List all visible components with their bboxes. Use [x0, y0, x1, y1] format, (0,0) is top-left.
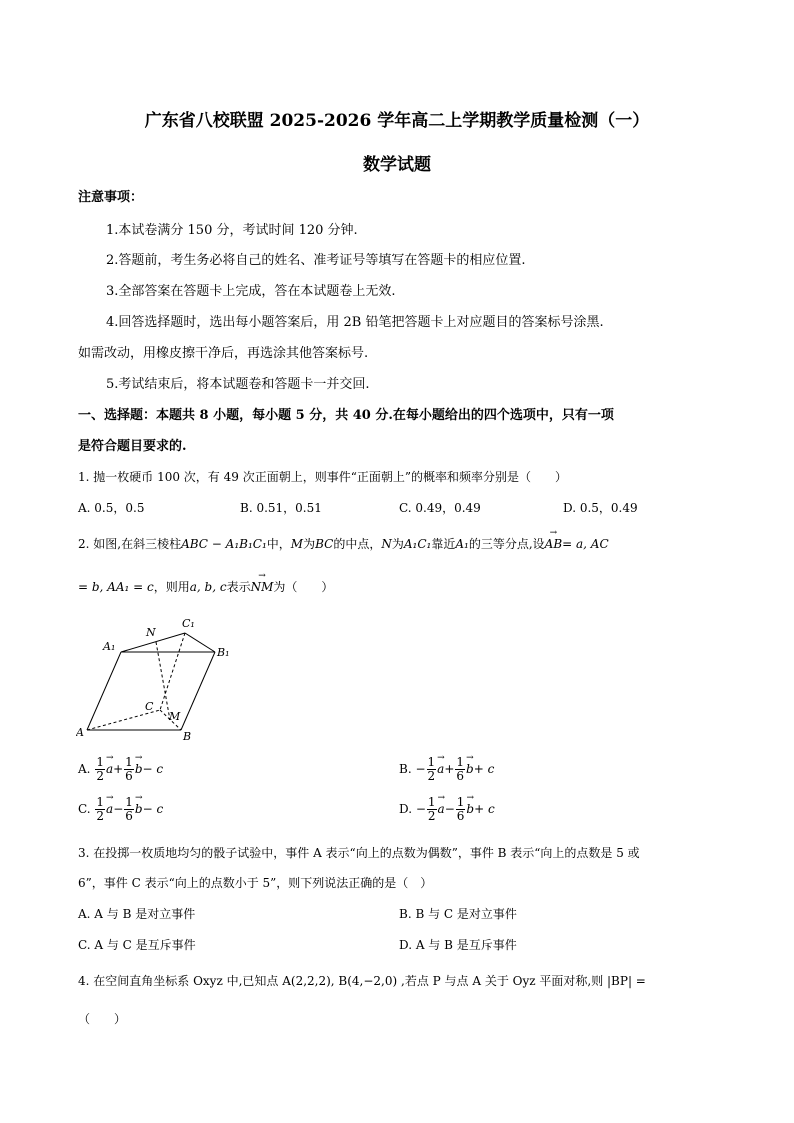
q3-option-a: A. A 与 B 是对立事件 — [78, 907, 196, 921]
section-heading: 一、选择题：本题共 8 小题，每小题 5 分，共 40 分.在每小题给出的四个选项中，只有一项 — [78, 408, 614, 423]
q2-stem-line2 — [78, 578, 333, 595]
q4-stem-line1: 4. 在空间直角坐标系 Oxyz 中,已知点 A(2,2,2), B(4,−2,0) ,若点 P 与点 A 关于 Oyz 平面对称,则 |BP| = — [78, 974, 646, 988]
denominator: 2 — [427, 769, 436, 783]
exam-subtitle: 数学试题 — [363, 155, 431, 175]
notice-item: 4.回答选择题时，选出每小题答案后，用 2B 铅笔把答题卡上对应题目的答案标号涂黑. — [106, 315, 604, 330]
notice-item: 5.考试结束后，将本试题卷和答题卡一并交回. — [106, 377, 370, 392]
q3-stem-line1: 3. 在投掷一枚质地均匀的骰子试验中，事件 A 表示“向上的点数为偶数”，事件 B 表示“向上的点数是 5 或 — [78, 846, 640, 860]
option-sign: − — [444, 802, 455, 816]
denominator: 2 — [427, 809, 436, 823]
numerator: 1 — [96, 795, 105, 809]
label-a1: A₁ — [103, 640, 116, 653]
notice-item: 2.答题前，考生务必将自己的姓名、准考证号等填写在答题卡的相应位置. — [106, 253, 526, 268]
fraction — [427, 756, 437, 783]
denominator: 2 — [96, 809, 105, 823]
q1-option-c: C. 0.49，0.49 — [399, 501, 481, 515]
numerator: 1 — [456, 795, 465, 809]
label-b: B — [183, 730, 192, 743]
q2-text: 为（ ） — [273, 580, 334, 594]
q2-option-d — [399, 796, 495, 823]
q2-prism: ABC − A₁B₁C₁ — [181, 537, 267, 551]
vector-b: → b — [466, 802, 474, 816]
q2-text: 表示 — [226, 580, 251, 594]
fraction — [455, 756, 465, 783]
edge-cc1-hidden — [160, 633, 185, 710]
fraction — [124, 796, 134, 823]
q2-vector-eq: = a, AC — [562, 537, 609, 551]
q2-point-n: N — [381, 537, 392, 551]
q1-stem: 1. 抛一枚硬币 100 次，有 49 次正面朝上，则事件“正面朝上”的概率和频率分别是（ ） — [78, 470, 567, 484]
q2-text: 靠近 — [431, 537, 456, 551]
q3-option-b: B. B 与 C 是对立事件 — [399, 907, 517, 921]
option-letter: B. — [399, 762, 412, 776]
label-n: N — [146, 626, 156, 639]
q2-text: 的中点， — [333, 537, 382, 551]
fraction — [95, 756, 105, 783]
q2-option-c — [78, 796, 163, 823]
q2-option-b — [399, 756, 494, 783]
option-sign: − — [113, 802, 124, 816]
denominator: 6 — [125, 769, 133, 783]
q1-option-d: D. 0.5，0.49 — [563, 501, 638, 515]
denominator: 2 — [96, 769, 104, 783]
q2-text: 中， — [266, 537, 291, 551]
numerator: 1 — [125, 795, 133, 809]
vector-a: → a — [106, 802, 113, 816]
exam-title: 广东省八校联盟 2025-2026 学年高二上学期教学质量检测（一） — [144, 111, 650, 131]
q2-stem-line1 — [78, 535, 609, 552]
notice-heading: 注意事项： — [78, 190, 144, 205]
edge-aa1 — [87, 652, 121, 730]
label-m: M — [169, 710, 181, 723]
numerator: 1 — [427, 795, 436, 809]
vector-b: → b — [135, 762, 143, 776]
fraction — [427, 796, 437, 823]
numerator: 1 — [427, 755, 436, 769]
q2-text: 为 — [303, 537, 316, 551]
option-sign: + — [113, 762, 124, 776]
q2-vector-ab: → AB — [545, 537, 562, 551]
q2-text: 的三等分点,设 — [468, 537, 545, 551]
label-b1: B₁ — [217, 646, 230, 659]
prism-figure — [76, 612, 246, 744]
option-sign: + — [444, 762, 455, 776]
q1-option-b: B. 0.51，0.51 — [240, 501, 322, 515]
q2-segment-bc: BC — [315, 537, 334, 551]
q2-text: ，则用 — [153, 580, 190, 594]
q3-option-c: C. A 与 C 是互斥事件 — [78, 938, 196, 952]
q3-option-d: D. A 与 B 是互斥事件 — [399, 938, 517, 952]
vector-b: → b — [466, 762, 474, 776]
numerator: 1 — [456, 755, 465, 769]
option-tail: + c — [473, 762, 495, 776]
vector-a: → a — [438, 802, 445, 816]
edge-ac-hidden — [87, 710, 160, 730]
numerator: 1 — [125, 755, 133, 769]
q2-point-a1: A₁ — [455, 537, 469, 551]
option-sign: − — [415, 802, 426, 816]
q2-vector-nm: → NM — [251, 580, 274, 594]
option-tail: − c — [142, 802, 164, 816]
denominator: 6 — [456, 809, 465, 823]
option-letter: A. — [78, 762, 91, 776]
q2-point-m: M — [290, 537, 304, 551]
edge-c1b1 — [185, 633, 215, 652]
fraction — [95, 796, 105, 823]
option-sign: − — [415, 762, 426, 776]
q2-text: 2. 如图,在斜三棱柱 — [78, 537, 182, 551]
fraction — [456, 796, 466, 823]
q2-basis: a, b, c — [189, 580, 227, 594]
notice-item: 如需改动，用橡皮擦干净后，再选涂其他答案标号. — [78, 346, 369, 361]
vector-a: → a — [106, 762, 113, 776]
label-a: A — [76, 726, 84, 739]
notice-item: 1.本试卷满分 150 分，考试时间 120 分钟. — [106, 223, 358, 238]
numerator: 1 — [96, 755, 104, 769]
segment-nm-hidden — [156, 642, 170, 720]
option-tail: − c — [142, 762, 164, 776]
edge-bb1 — [181, 652, 215, 730]
vector-a: → a — [437, 762, 444, 776]
option-letter: C. — [78, 802, 91, 816]
option-tail: + c — [474, 802, 495, 816]
q2-segment-a1c1: A₁C₁ — [403, 537, 432, 551]
label-c: C — [145, 700, 154, 713]
q2-text: 为 — [391, 537, 404, 551]
q2-option-a — [78, 756, 163, 783]
notice-item: 3.全部答案在答题卡上完成，答在本试题卷上无效. — [106, 284, 396, 299]
denominator: 6 — [456, 769, 465, 783]
denominator: 6 — [125, 809, 133, 823]
label-c1: C₁ — [182, 617, 195, 630]
q3-stem-line2: 6”，事件 C 表示“向上的点数小于 5”，则下列说法正确的是（ ） — [78, 876, 433, 890]
section-heading-cont: 是符合题目要求的. — [78, 439, 187, 454]
fraction — [124, 756, 134, 783]
q1-option-a: A. 0.5，0.5 — [78, 501, 145, 515]
vector-b: → b — [135, 802, 143, 816]
option-letter: D. — [399, 802, 413, 816]
q2-vector-def: = b, AA₁ = c — [78, 580, 154, 594]
q4-stem-line2: （ ） — [78, 1012, 127, 1026]
